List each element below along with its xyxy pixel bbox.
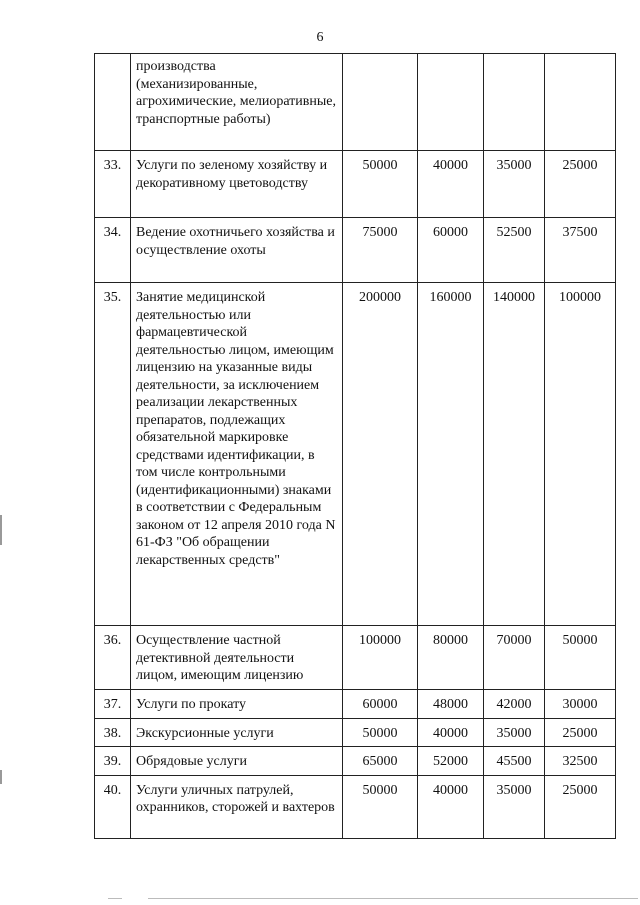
amount-cell: 45500 [484, 747, 545, 776]
service-description: Услуги по прокату [131, 689, 343, 718]
scan-margin-mark [0, 515, 2, 545]
service-description: Услуги уличных патрулей, охранников, сторожей и вахтеров [131, 775, 343, 838]
table-row [95, 775, 616, 838]
amount-cell: 35000 [484, 718, 545, 747]
row-number: 37. [95, 689, 131, 718]
amount-cell: 50000 [343, 151, 418, 218]
amount-cell [484, 54, 545, 151]
table-row [95, 747, 616, 776]
amount-cell: 40000 [418, 775, 484, 838]
amount-cell: 25000 [545, 718, 616, 747]
table-row [95, 54, 616, 151]
amount-cell [343, 54, 418, 151]
service-description: Услуги по зеленому хозяйству и декоративному цветоводству [131, 151, 343, 218]
row-number: 33. [95, 151, 131, 218]
row-number: 39. [95, 747, 131, 776]
amount-cell: 60000 [418, 218, 484, 283]
table-row [95, 151, 616, 218]
service-description: Ведение охотничьего хозяйства и осуществление охоты [131, 218, 343, 283]
amount-cell: 140000 [484, 283, 545, 626]
row-number: 38. [95, 718, 131, 747]
scan-margin-mark [0, 770, 2, 784]
amount-cell: 42000 [484, 689, 545, 718]
amount-cell: 75000 [343, 218, 418, 283]
scan-bottom-rule [108, 898, 122, 899]
amount-cell: 52000 [418, 747, 484, 776]
service-description: Обрядовые услуги [131, 747, 343, 776]
amount-cell: 35000 [484, 775, 545, 838]
row-number: 35. [95, 283, 131, 626]
amount-cell: 35000 [484, 151, 545, 218]
amount-cell: 40000 [418, 151, 484, 218]
amount-cell: 50000 [545, 626, 616, 690]
row-number: 36. [95, 626, 131, 690]
table-row [95, 218, 616, 283]
table-row [95, 718, 616, 747]
amount-cell: 30000 [545, 689, 616, 718]
amount-cell: 100000 [545, 283, 616, 626]
row-number: 34. [95, 218, 131, 283]
table-row [95, 283, 616, 626]
page-number: 6 [316, 30, 324, 45]
table-row [95, 689, 616, 718]
amount-cell: 50000 [343, 775, 418, 838]
amount-cell: 65000 [343, 747, 418, 776]
service-description: производства (механизированные, агрохимические, мелиоративные, транспортные работы) [131, 54, 343, 151]
amount-cell: 80000 [418, 626, 484, 690]
amount-cell [545, 54, 616, 151]
amount-cell: 37500 [545, 218, 616, 283]
amount-cell: 200000 [343, 283, 418, 626]
amount-cell: 60000 [343, 689, 418, 718]
scan-bottom-rule [148, 898, 638, 899]
service-description: Осуществление частной детективной деятельности лицом, имеющим лицензию [131, 626, 343, 690]
row-number: 40. [95, 775, 131, 838]
amount-cell [418, 54, 484, 151]
amount-cell: 100000 [343, 626, 418, 690]
table-row [95, 626, 616, 690]
amount-cell: 48000 [418, 689, 484, 718]
amount-cell: 52500 [484, 218, 545, 283]
fees-table [94, 53, 616, 839]
service-description: Экскурсионные услуги [131, 718, 343, 747]
amount-cell: 25000 [545, 151, 616, 218]
amount-cell: 40000 [418, 718, 484, 747]
amount-cell: 25000 [545, 775, 616, 838]
amount-cell: 70000 [484, 626, 545, 690]
amount-cell: 50000 [343, 718, 418, 747]
row-number [95, 54, 131, 151]
service-description: Занятие медицинской деятельностью или фармацевтической деятельностью лицом, имеющим лицензию на указанные виды деятельности, за исключением реализации лекарственных препаратов, подлежащих обязательной маркировке средствами идентификации, в том числе контрольными (идентификационными) знаками в соответствии с Федеральным законом от 12 апреля 2010 года N 61-ФЗ "Об обращении лекарственных средств" [131, 283, 343, 626]
amount-cell: 32500 [545, 747, 616, 776]
amount-cell: 160000 [418, 283, 484, 626]
